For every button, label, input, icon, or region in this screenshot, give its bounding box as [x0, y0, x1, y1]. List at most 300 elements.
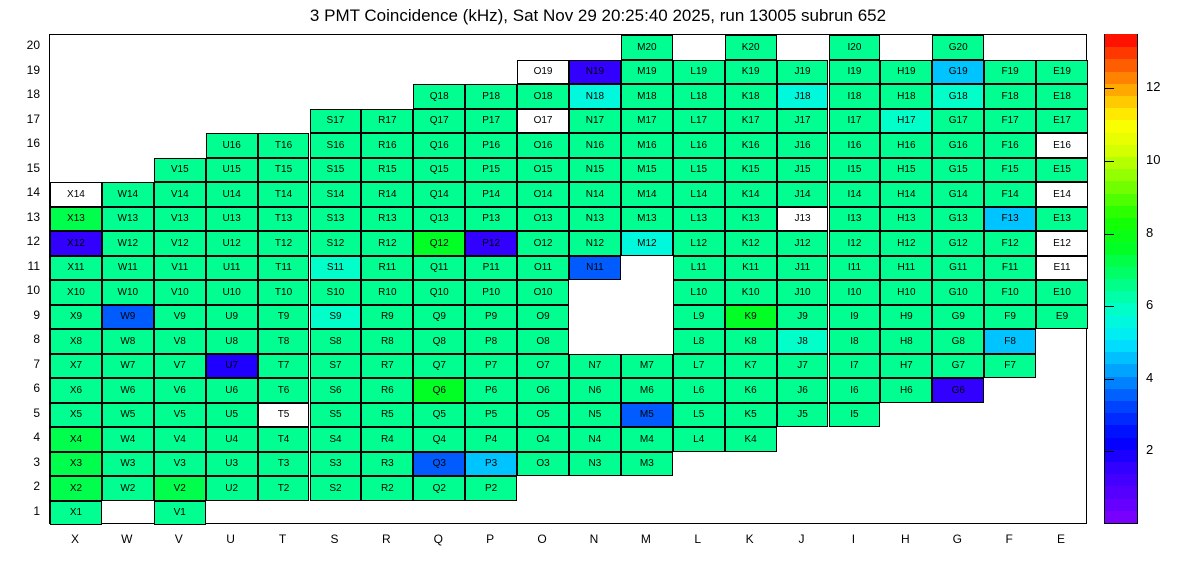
heatmap-cell: G9	[932, 305, 984, 330]
heatmap-cell: M3	[621, 452, 673, 477]
colorbar-segment	[1105, 108, 1137, 121]
colorbar-segment	[1105, 388, 1137, 401]
heatmap-cell: M5	[621, 403, 673, 428]
heatmap-cell: R16	[361, 133, 413, 158]
heatmap-cell: H16	[880, 133, 932, 158]
y-axis-tick-label: 6	[33, 381, 40, 396]
colorbar-segment	[1105, 71, 1137, 84]
heatmap-cell: V6	[154, 378, 206, 403]
heatmap-cell: S2	[310, 476, 362, 501]
heatmap-cell: X12	[50, 231, 102, 256]
heatmap-cell: O19	[517, 60, 569, 85]
heatmap-cell: N16	[569, 133, 621, 158]
colorbar-tick	[1104, 451, 1114, 452]
heatmap-cell: P11	[465, 256, 517, 281]
heatmap-cell: E11	[1036, 256, 1088, 281]
heatmap-cell: X10	[50, 280, 102, 305]
heatmap-cell: F15	[984, 158, 1036, 183]
heatmap-cell: L19	[673, 60, 725, 85]
heatmap-cell: R13	[361, 207, 413, 232]
heatmap-cell: G20	[932, 35, 984, 60]
heatmap-cell: F19	[984, 60, 1036, 85]
heatmap-cell: G14	[932, 182, 984, 207]
x-axis-tick-label: Q	[433, 532, 443, 546]
heatmap-cell: K13	[725, 207, 777, 232]
heatmap-cell: J10	[777, 280, 829, 305]
heatmap-cell: O13	[517, 207, 569, 232]
heatmap-cell: J8	[777, 329, 829, 354]
colorbar-segment	[1105, 95, 1137, 108]
heatmap-cell: M7	[621, 354, 673, 379]
colorbar-segment	[1105, 266, 1137, 279]
heatmap-cell: I10	[829, 280, 881, 305]
heatmap-cell: H13	[880, 207, 932, 232]
heatmap-cell: W6	[102, 378, 154, 403]
colorbar-segment	[1105, 510, 1137, 523]
y-axis-tick-label: 5	[33, 405, 40, 420]
heatmap-cell: E10	[1036, 280, 1088, 305]
heatmap-cell: J14	[777, 182, 829, 207]
heatmap-cell: E18	[1036, 84, 1088, 109]
heatmap-cell: X11	[50, 256, 102, 281]
heatmap-cell: P13	[465, 207, 517, 232]
heatmap-cell: W9	[102, 305, 154, 330]
heatmap-cell: K5	[725, 403, 777, 428]
heatmap-cell: F18	[984, 84, 1036, 109]
heatmap-cell: U4	[206, 427, 258, 452]
heatmap-cell: K19	[725, 60, 777, 85]
colorbar-segment	[1105, 474, 1137, 487]
y-axis-tick-label: 12	[26, 234, 40, 249]
heatmap-cell: I9	[829, 305, 881, 330]
heatmap-cell: M17	[621, 109, 673, 134]
heatmap-cell: K7	[725, 354, 777, 379]
colorbar-tick	[1104, 379, 1114, 380]
heatmap-cell: J9	[777, 305, 829, 330]
heatmap-cell: V10	[154, 280, 206, 305]
heatmap-cell: I7	[829, 354, 881, 379]
colorbar-segment	[1105, 242, 1137, 255]
heatmap-cell: F11	[984, 256, 1036, 281]
heatmap-cell: O7	[517, 354, 569, 379]
heatmap-cell: W13	[102, 207, 154, 232]
heatmap-cell: S14	[310, 182, 362, 207]
heatmap-cell: I19	[829, 60, 881, 85]
x-axis-tick-label: J	[798, 532, 805, 546]
heatmap-cell: N12	[569, 231, 621, 256]
heatmap-cell: X6	[50, 378, 102, 403]
heatmap-cell: P8	[465, 329, 517, 354]
heatmap-cell: P9	[465, 305, 517, 330]
heatmap-cell: O5	[517, 403, 569, 428]
heatmap-cell: K12	[725, 231, 777, 256]
colorbar-segment	[1105, 169, 1137, 182]
heatmap-cell: O3	[517, 452, 569, 477]
heatmap-cell: X4	[50, 427, 102, 452]
y-axis-tick-label: 13	[26, 209, 40, 224]
heatmap-cell: W11	[102, 256, 154, 281]
heatmap-cell: F16	[984, 133, 1036, 158]
heatmap-cell: V4	[154, 427, 206, 452]
heatmap-cell: N11	[569, 256, 621, 281]
heatmap-cell: P12	[465, 231, 517, 256]
colorbar-segment	[1105, 498, 1137, 511]
heatmap-cell: I14	[829, 182, 881, 207]
y-axis-tick-label: 11	[27, 258, 40, 273]
heatmap-cell: H8	[880, 329, 932, 354]
x-axis-tick-label: H	[901, 532, 910, 546]
heatmap-cell: Q9	[413, 305, 465, 330]
heatmap-cell: X5	[50, 403, 102, 428]
heatmap-cell: S12	[310, 231, 362, 256]
heatmap-cell: H7	[880, 354, 932, 379]
heatmap-cell: P2	[465, 476, 517, 501]
heatmap-cell: V5	[154, 403, 206, 428]
heatmap-cell: I18	[829, 84, 881, 109]
heatmap-cell: K11	[725, 256, 777, 281]
heatmap-cell: M16	[621, 133, 673, 158]
heatmap-cell: U15	[206, 158, 258, 183]
heatmap-cell: W4	[102, 427, 154, 452]
colorbar-segment	[1105, 413, 1137, 426]
heatmap-cell: U8	[206, 329, 258, 354]
heatmap-cell: X8	[50, 329, 102, 354]
heatmap-cell: P10	[465, 280, 517, 305]
colorbar-segment	[1105, 352, 1137, 365]
x-axis-tick-label: M	[640, 532, 651, 546]
heatmap-cell: M18	[621, 84, 673, 109]
colorbar-segment	[1105, 364, 1137, 377]
heatmap-cell: K17	[725, 109, 777, 134]
heatmap-cell: V1	[154, 501, 206, 526]
heatmap-cell: R10	[361, 280, 413, 305]
colorbar-tick-label: 4	[1146, 369, 1154, 385]
heatmap-cell: V15	[154, 158, 206, 183]
heatmap-cell: O6	[517, 378, 569, 403]
heatmap-cell: M12	[621, 231, 673, 256]
heatmap-cell: E14	[1036, 182, 1088, 207]
heatmap-cell: R3	[361, 452, 413, 477]
heatmap-cell: L12	[673, 231, 725, 256]
heatmap-cell: L18	[673, 84, 725, 109]
heatmap-cell: N13	[569, 207, 621, 232]
heatmap-cell: O9	[517, 305, 569, 330]
heatmap-cell: L11	[673, 256, 725, 281]
heatmap-cell: K14	[725, 182, 777, 207]
heatmap-cell: O4	[517, 427, 569, 452]
heatmap-cell: Q15	[413, 158, 465, 183]
x-axis-tick-label: R	[382, 532, 391, 546]
heatmap-cell: R17	[361, 109, 413, 134]
heatmap-cell: J19	[777, 60, 829, 85]
colorbar-tick-label: 6	[1146, 297, 1154, 313]
heatmap-cell: S15	[310, 158, 362, 183]
heatmap-cell: K8	[725, 329, 777, 354]
heatmap-cell: U12	[206, 231, 258, 256]
colorbar-segment	[1105, 315, 1137, 328]
heatmap-cell: I12	[829, 231, 881, 256]
heatmap-cell: E15	[1036, 158, 1088, 183]
colorbar-tick	[1104, 161, 1114, 162]
y-axis-tick-label: 17	[26, 111, 40, 126]
heatmap-cell: U13	[206, 207, 258, 232]
heatmap-cell: G15	[932, 158, 984, 183]
heatmap-cell: R4	[361, 427, 413, 452]
heatmap-cell: I16	[829, 133, 881, 158]
heatmap-cell: H10	[880, 280, 932, 305]
heatmap-cell: T5	[258, 403, 310, 428]
x-axis-tick-label: U	[226, 532, 235, 546]
heatmap-cell: S6	[310, 378, 362, 403]
heatmap-cell: L4	[673, 427, 725, 452]
heatmap-cell: H15	[880, 158, 932, 183]
heatmap-cell: W14	[102, 182, 154, 207]
heatmap-cell: R14	[361, 182, 413, 207]
heatmap-cell: Q6	[413, 378, 465, 403]
x-axis-tick-label: P	[486, 532, 495, 546]
heatmap-cell: Q5	[413, 403, 465, 428]
heatmap-cell: W10	[102, 280, 154, 305]
heatmap-cell: S16	[310, 133, 362, 158]
heatmap-cell: I6	[829, 378, 881, 403]
heatmap-cell: E16	[1036, 133, 1088, 158]
heatmap-cell: H12	[880, 231, 932, 256]
heatmap-cell: O14	[517, 182, 569, 207]
colorbar-segment	[1105, 144, 1137, 157]
x-axis-tick-label: O	[537, 532, 547, 546]
heatmap-cell: N17	[569, 109, 621, 134]
x-axis-tick-label: T	[278, 532, 287, 546]
heatmap-cell: R12	[361, 231, 413, 256]
heatmap-cell: U7	[206, 354, 258, 379]
heatmap-grid	[49, 34, 1087, 524]
heatmap-cell: K15	[725, 158, 777, 183]
heatmap-cell: V2	[154, 476, 206, 501]
heatmap-cell: L9	[673, 305, 725, 330]
heatmap-cell: V11	[154, 256, 206, 281]
heatmap-cell: J17	[777, 109, 829, 134]
heatmap-cell: L10	[673, 280, 725, 305]
colorbar-tick-label: 12	[1146, 79, 1161, 95]
heatmap-cell: W2	[102, 476, 154, 501]
heatmap-cell: J15	[777, 158, 829, 183]
heatmap-cell: K18	[725, 84, 777, 109]
heatmap-cell: S5	[310, 403, 362, 428]
heatmap-cell: J6	[777, 378, 829, 403]
colorbar-segment	[1105, 83, 1137, 96]
heatmap-cell: T15	[258, 158, 310, 183]
heatmap-cell: I5	[829, 403, 881, 428]
colorbar-segment	[1105, 181, 1137, 194]
heatmap-cell: W8	[102, 329, 154, 354]
heatmap-cell: J16	[777, 133, 829, 158]
heatmap-cell: X13	[50, 207, 102, 232]
colorbar-segment	[1105, 205, 1137, 218]
heatmap-cell: G11	[932, 256, 984, 281]
heatmap-cell: J5	[777, 403, 829, 428]
heatmap-cell: O15	[517, 158, 569, 183]
heatmap-cell: X14	[50, 182, 102, 207]
heatmap-cell: U3	[206, 452, 258, 477]
heatmap-cell: X1	[50, 501, 102, 526]
colorbar-tick	[1104, 88, 1114, 89]
heatmap-cell: S10	[310, 280, 362, 305]
heatmap-cell: O17	[517, 109, 569, 134]
heatmap-cell: J7	[777, 354, 829, 379]
heatmap-cell: S13	[310, 207, 362, 232]
x-axis-tick-label: E	[1057, 532, 1066, 546]
heatmap-cell: Q18	[413, 84, 465, 109]
colorbar-segment	[1105, 425, 1137, 438]
y-axis-tick-label: 1	[33, 503, 40, 518]
heatmap-cell: W5	[102, 403, 154, 428]
heatmap-cell: Q8	[413, 329, 465, 354]
colorbar-segment	[1105, 120, 1137, 133]
heatmap-cell: G8	[932, 329, 984, 354]
y-axis-tick-label: 7	[33, 356, 40, 371]
heatmap-cell: O18	[517, 84, 569, 109]
x-axis-tick-label: V	[174, 532, 183, 546]
heatmap-cell: P5	[465, 403, 517, 428]
heatmap-cell: T2	[258, 476, 310, 501]
colorbar-segment	[1105, 291, 1137, 304]
y-axis-tick-label: 10	[26, 283, 40, 298]
heatmap-cell: I20	[829, 35, 881, 60]
heatmap-cell: K4	[725, 427, 777, 452]
x-axis-tick-label: W	[121, 532, 133, 546]
heatmap-cell: I8	[829, 329, 881, 354]
heatmap-cell: R5	[361, 403, 413, 428]
heatmap-cell: I11	[829, 256, 881, 281]
heatmap-cell: M20	[621, 35, 673, 60]
heatmap-cell: L16	[673, 133, 725, 158]
heatmap-cell: G10	[932, 280, 984, 305]
colorbar-tick	[1104, 306, 1114, 307]
heatmap-cell: T8	[258, 329, 310, 354]
y-axis-tick-label: 14	[26, 185, 40, 200]
heatmap-cell: N18	[569, 84, 621, 109]
heatmap-cell: L17	[673, 109, 725, 134]
heatmap-cell: G13	[932, 207, 984, 232]
heatmap-cell: M14	[621, 182, 673, 207]
heatmap-cell: N3	[569, 452, 621, 477]
heatmap-plot	[49, 34, 1087, 524]
heatmap-cell: Q13	[413, 207, 465, 232]
colorbar-segment	[1105, 339, 1137, 352]
heatmap-cell: P6	[465, 378, 517, 403]
heatmap-cell: M4	[621, 427, 673, 452]
heatmap-cell: G19	[932, 60, 984, 85]
heatmap-cell: I17	[829, 109, 881, 134]
heatmap-cell: L15	[673, 158, 725, 183]
colorbar-segment	[1105, 217, 1137, 230]
heatmap-cell: S4	[310, 427, 362, 452]
heatmap-cell: P4	[465, 427, 517, 452]
heatmap-cell: H17	[880, 109, 932, 134]
x-axis-tick-label: K	[745, 532, 754, 546]
heatmap-cell: G6	[932, 378, 984, 403]
x-axis-tick-label: I	[851, 532, 856, 546]
colorbar-segment	[1105, 327, 1137, 340]
heatmap-cell: H18	[880, 84, 932, 109]
heatmap-cell: V14	[154, 182, 206, 207]
heatmap-cell: L7	[673, 354, 725, 379]
heatmap-cell: V12	[154, 231, 206, 256]
heatmap-cell: P15	[465, 158, 517, 183]
heatmap-cell: Q7	[413, 354, 465, 379]
heatmap-cell: R2	[361, 476, 413, 501]
heatmap-cell: U10	[206, 280, 258, 305]
heatmap-cell: U2	[206, 476, 258, 501]
heatmap-cell: E17	[1036, 109, 1088, 134]
heatmap-cell: T13	[258, 207, 310, 232]
heatmap-cell: Q10	[413, 280, 465, 305]
heatmap-cell: X2	[50, 476, 102, 501]
heatmap-cell: T7	[258, 354, 310, 379]
heatmap-cell: M6	[621, 378, 673, 403]
colorbar-segment	[1105, 303, 1137, 316]
heatmap-cell: R6	[361, 378, 413, 403]
heatmap-cell: H19	[880, 60, 932, 85]
colorbar-segment	[1105, 132, 1137, 145]
heatmap-cell: J18	[777, 84, 829, 109]
heatmap-cell: U14	[206, 182, 258, 207]
x-axis-tick-label: N	[589, 532, 599, 546]
heatmap-cell: R15	[361, 158, 413, 183]
heatmap-cell: X7	[50, 354, 102, 379]
heatmap-cell: Q17	[413, 109, 465, 134]
heatmap-cell: M13	[621, 207, 673, 232]
heatmap-cell: F17	[984, 109, 1036, 134]
colorbar-segment	[1105, 193, 1137, 206]
heatmap-cell: U5	[206, 403, 258, 428]
heatmap-cell: S9	[310, 305, 362, 330]
heatmap-cell: L8	[673, 329, 725, 354]
heatmap-cell: K20	[725, 35, 777, 60]
heatmap-cell: S11	[310, 256, 362, 281]
heatmap-cell: Q4	[413, 427, 465, 452]
heatmap-cell: U11	[206, 256, 258, 281]
heatmap-cell: G12	[932, 231, 984, 256]
y-axis-tick-label: 2	[33, 479, 40, 494]
heatmap-cell: W7	[102, 354, 154, 379]
y-axis-tick-label: 8	[33, 332, 40, 347]
heatmap-cell: O11	[517, 256, 569, 281]
heatmap-cell: K6	[725, 378, 777, 403]
heatmap-cell: N4	[569, 427, 621, 452]
heatmap-cell: F13	[984, 207, 1036, 232]
y-axis-tick-label: 3	[33, 454, 40, 469]
heatmap-cell: S7	[310, 354, 362, 379]
colorbar-segment	[1105, 278, 1137, 291]
heatmap-cell: T4	[258, 427, 310, 452]
heatmap-cell: L5	[673, 403, 725, 428]
heatmap-cell: F8	[984, 329, 1036, 354]
heatmap-cell: N5	[569, 403, 621, 428]
colorbar-segment	[1105, 59, 1137, 72]
heatmap-cell: S8	[310, 329, 362, 354]
heatmap-cell: T12	[258, 231, 310, 256]
heatmap-cell: P3	[465, 452, 517, 477]
colorbar-segment	[1105, 461, 1137, 474]
heatmap-cell: R11	[361, 256, 413, 281]
heatmap-cell: P7	[465, 354, 517, 379]
heatmap-cell: U6	[206, 378, 258, 403]
colorbar-tick-label: 2	[1146, 442, 1154, 458]
heatmap-cell: R8	[361, 329, 413, 354]
x-axis-tick-label: F	[1005, 532, 1013, 546]
y-axis-tick-label: 16	[26, 136, 40, 151]
